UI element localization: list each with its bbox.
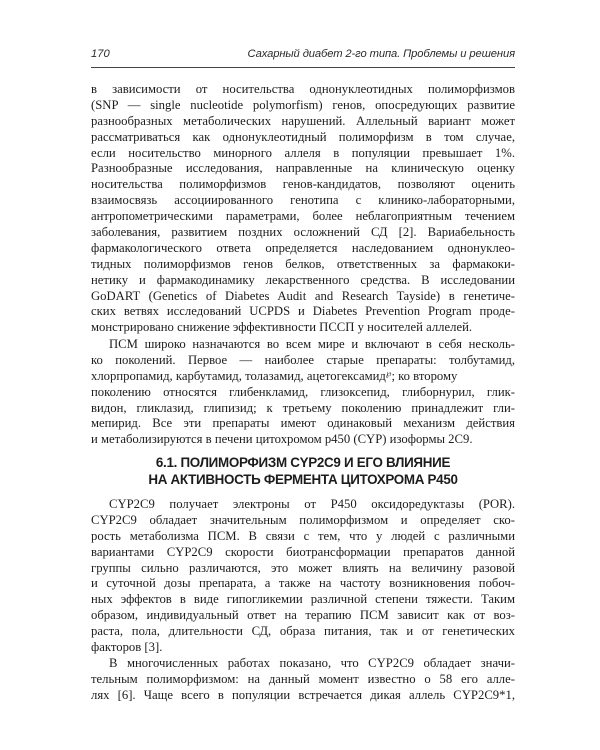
text-line: фармакологического ответа определяется наследованием однонуклеo-: [91, 240, 515, 255]
text-line: ко поколений. Первое — наиболее старые препараты: толбутамид,: [91, 352, 515, 367]
text-line: рассматриваться как однонуклеотидный полиморфизм в том случае,: [91, 129, 515, 144]
text-line: и метаболизируются в печени цитохромом р450 (CYP) изоформы 2C9.: [91, 432, 473, 447]
section-heading: [91, 455, 515, 488]
text-line: монстрировано снижение эффективности ПССП у носителей аллелей.: [91, 320, 473, 335]
text-line: раста, пола, длительности СД, образа питания, так и от генетических: [91, 624, 515, 639]
text-line: группы сильно различаются, это может влиять на величину разовой: [91, 560, 515, 575]
text-line: тидных полиморфизмов генов белков, ответственных за фармакоки-: [91, 256, 515, 271]
text-line: в зависимости от носительства однонуклеотидных полиморфизмов: [91, 82, 515, 96]
text-line: Разнообразные исследования, направленные на клиническую оценку: [91, 161, 515, 176]
registered-marker: ℘: [385, 368, 392, 378]
paragraph-2: [91, 337, 515, 448]
text-line: видон, гликлазид, глипизид; к третьему поколению принадлежит гли-: [91, 400, 515, 415]
text-line: CYP2C9 получает электроны от P450 оксидоредуктазы (POR).: [109, 497, 515, 511]
running-header: [91, 48, 515, 68]
text-line: носительства полиморфизмов генов-кандидатов, позволяют оценить: [91, 177, 515, 192]
text-line: вариантами CYP2C9 скорости биотрансформации препаратов данной: [91, 544, 515, 559]
heading-line-1: 6.1. ПОЛИМОРФИЗМ CYP2C9 И ЕГО ВЛИЯНИЕ: [155, 455, 451, 470]
text-line: лях [6]. Чаще всего в популяции встречается дикая аллель CYP2C9*1,: [91, 687, 515, 702]
text-line: мепирид. Все эти препараты имеют одинаковый механизм действия: [91, 416, 515, 431]
text-line: и суточной дозы препарата, а также на частоту возникновения побоч-: [91, 576, 515, 591]
text-line: ПСМ широко назначаются во всем мире и включают в себя несколь-: [109, 337, 515, 351]
text-line: ских ветвях исследований UCPDS и Diabetes Prevention Program продe-: [91, 304, 515, 319]
paragraph-4: [91, 656, 515, 704]
text-line: если носительство минорного аллеля в популяции превышает 1%.: [91, 145, 515, 160]
text-line-with-marker: [91, 369, 515, 385]
text-line: поколению относятся глибенкламид, глизоксепид, глиборнурил, глик-: [91, 384, 515, 399]
text-fragment: ; ко второму: [391, 368, 458, 383]
text-line: (SNP — single nucleotide polymorfism) генов, опосредующих развитие: [91, 97, 515, 112]
text-line: ных эффектов в виде гипогликемии различной степени тяжести. Таким: [91, 592, 515, 607]
text-line: CYP2C9 обладает значительным полиморфизмом и определяет ско-: [91, 512, 515, 527]
text-line: тельным полиморфизмом: на данный момент известно о 58 его алле-: [91, 671, 515, 686]
text-line: взаимосвязь ассоциированного генотипа с клинико-лабораторными,: [91, 193, 515, 208]
paragraph-3: [91, 497, 515, 656]
text-line: заболевания, развитием поздних осложнений СД [2]. Вариабельность: [91, 225, 515, 240]
text-line: образом, индивидуальный ответ на терапию ПСМ зависит как от воз-: [91, 608, 515, 623]
text-line: В многочисленных работах показано, что CYP2C9 обладает значи-: [109, 656, 515, 670]
page-number: 170: [91, 48, 110, 60]
running-title: Сахарный диабет 2-го типа. Проблемы и решения: [247, 48, 515, 60]
heading-line-2: НА АКТИВНОСТЬ ФЕРМЕНТА ЦИТОХРОМА Р450: [148, 471, 458, 487]
text-line: факторов [3].: [91, 640, 163, 655]
text-line: рость метаболизма ПСМ. В связи с тем, что у людей с различными: [91, 528, 515, 543]
text-line: разнообразных метаболических нарушений. Аллельный вариант может: [91, 113, 515, 128]
text-line: GoDART (Genetics of Diabetes Audit and Research Tayside) в генетиче-: [91, 288, 515, 303]
header-rule: [91, 67, 515, 68]
paragraph-1: [91, 82, 515, 336]
text-line: антропометрическими параметрами, более неблагоприятным течением: [91, 209, 515, 224]
text-line: нетику и фармакодинамику лекарственного средства. В исследовании: [91, 272, 515, 287]
text-fragment: хлорпропамид, карбутамид, толазамид, ацетогексамид: [91, 368, 386, 383]
